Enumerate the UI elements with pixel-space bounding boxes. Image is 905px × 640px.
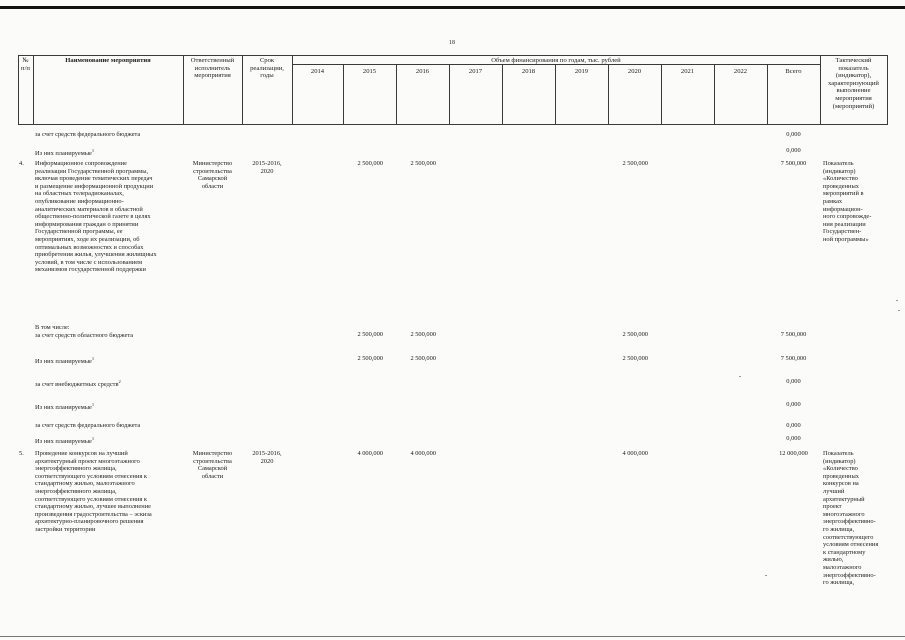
header-executor: Ответственный исполнитель мероприятия — [190, 57, 235, 80]
page-number: 18 — [449, 40, 455, 46]
row-label: Из них планируемые$^1$ — [35, 436, 95, 446]
row-total: 0,000 — [786, 435, 801, 442]
row-value-2020: 4 000,000 — [622, 450, 648, 457]
scan-top-border — [0, 6, 905, 9]
row-total: 0,000 — [786, 401, 801, 408]
row-label: за счет средств федерального бюджета — [35, 422, 141, 429]
row-label: Из них планируемые$^1$ — [35, 148, 95, 158]
row-total: 12 000,000 — [779, 450, 808, 457]
header-funding: Объем финансирования по годам, тыс. рублей — [491, 57, 621, 64]
scan-bottom-border — [0, 636, 905, 637]
header-year: 2018 — [521, 68, 536, 75]
header-indicator: Тактический показатель (индикатор), характеризующий выполнение мероприятия (мероприятий) — [828, 57, 879, 110]
header-year: 2016 — [415, 68, 430, 75]
row-label: В том числе: за счет средств областного бюджета — [35, 324, 134, 339]
header-name: Наименование мероприятия — [65, 57, 151, 64]
row-label: Проведение конкурсов на лучший архитектурный проект многоэтажного энергоэффективного жилища, соответствующего условиям отнесения к стандартному жилью, малоэтажного энергоэффективного жилища, соответствующего условиям отнесения к стандартному жилью, лучшее выполнение произведения градостроительства – эскиза архитектурно-планировочного решения застройки территории — [35, 450, 152, 533]
row-total: 0,000 — [786, 147, 801, 154]
scan-speck — [739, 376, 741, 377]
scan-speck — [765, 575, 767, 576]
row-value-2020: 2 500,000 — [622, 355, 648, 362]
row-value-2015: 2 500,000 — [357, 355, 383, 362]
row-number: 5. — [19, 450, 24, 457]
row-indicator: Показатель (индикатор) «Количество проведенных мероприятий в рамках информацион- ного сопровожде- ния реализации Государствен- ной программы» — [823, 160, 872, 243]
header-year: 2015 — [362, 68, 377, 75]
row-label: за счет внебюджетных средств$^2$ — [35, 379, 121, 389]
row-total: 0,000 — [786, 378, 801, 385]
header-year: 2021 — [680, 68, 695, 75]
footnote-mark: 1 — [91, 148, 95, 153]
header-total: Всего — [785, 68, 802, 75]
row-total: 7 500,000 — [780, 331, 807, 338]
header-year: 2019 — [574, 68, 589, 75]
row-indicator: Показатель (индикатор) «Количество проведенных конкурсов на лучший архитектурный проект многоэтажного энергоэффективно- го жилища, соответствующего условиям отнесения к стандартному жилью, малоэтажного энергоэффективно- го жилища, — [823, 450, 879, 587]
header-num: № п/п — [21, 57, 30, 72]
row-value-2016: 4 000,000 — [410, 450, 436, 457]
row-total: 7 500,000 — [780, 160, 807, 167]
row-total: 0,000 — [786, 422, 801, 429]
row-term: 2015-2016, 2020 — [252, 160, 282, 175]
row-term: 2015-2016, 2020 — [252, 450, 282, 465]
row-total: 0,000 — [786, 131, 801, 138]
header-year: 2022 — [733, 68, 748, 75]
row-total: 7 500,000 — [780, 355, 807, 362]
scan-speck — [898, 310, 900, 311]
row-value-2020: 2 500,000 — [622, 331, 648, 338]
row-label: Из них планируемые$^1$ — [35, 402, 95, 412]
row-value-2016: 2 500,000 — [410, 331, 436, 338]
header-term: Срок реализации, годы — [250, 57, 284, 80]
row-value-2015: 2 500,000 — [357, 331, 383, 338]
header-year: 2014 — [310, 68, 325, 75]
scan-speck — [896, 300, 898, 301]
header-year: 2017 — [468, 68, 483, 75]
footnote-mark: 1 — [91, 436, 95, 441]
row-value-2015: 2 500,000 — [357, 160, 383, 167]
row-value-2020: 2 500,000 — [622, 160, 648, 167]
row-label: Из них планируемые$^1$ — [35, 356, 95, 366]
table-top-rule — [18, 55, 887, 56]
header-year: 2020 — [627, 68, 642, 75]
footnote-mark: 1 — [91, 402, 95, 407]
row-number: 4. — [19, 160, 24, 167]
row-label: Информационное сопровождение реализации Государственной программы, включая проведение тематических передач и размещение информационной продукции на областных телерадиоканалах, опубликование информационно- аналитических материалов в областной общественно-политической газете в целях информирования граждан о принятии Государственной программы, ее мероприятиях, ходе их реализации, об оптимальных возможностях и способах приобретения жилья, улучшения жилищных условий, в том числе с использованием механизмов государственной поддержки — [35, 160, 157, 274]
header-bottom-rule — [18, 124, 887, 125]
row-value-2016: 2 500,000 — [410, 160, 436, 167]
row-label: за счет средств федерального бюджета — [35, 131, 141, 138]
row-executor: Министерство строительства Самарской области — [192, 160, 233, 190]
footnote-mark: 1 — [91, 356, 95, 361]
row-executor: Министерство строительства Самарской области — [192, 450, 233, 480]
row-value-2016: 2 500,000 — [410, 355, 436, 362]
footnote-mark: 2 — [118, 379, 121, 384]
row-value-2015: 4 000,000 — [357, 450, 383, 457]
